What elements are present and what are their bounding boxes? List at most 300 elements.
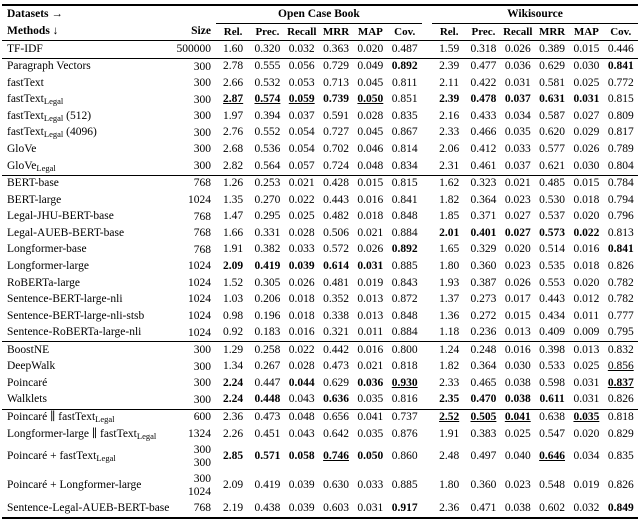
metric-value: 0.800 — [388, 342, 422, 359]
metric-value: 0.555 — [250, 58, 284, 75]
metric-value: 0.795 — [607, 326, 634, 339]
metric-value: 0.739 — [323, 93, 349, 106]
metric-value: 0.811 — [391, 76, 418, 89]
metric-value: 2.26 — [223, 427, 244, 440]
metric-value: 0.320 — [254, 42, 281, 55]
method-name: BERT-large — [7, 193, 62, 206]
metric-value: 0.054 — [288, 143, 315, 155]
table-row — [2, 500, 638, 518]
metric-value: 0.043 — [288, 427, 315, 440]
metric-value: 0.837 — [607, 376, 634, 389]
metric-value: 0.025 — [573, 360, 600, 373]
metric-value: 0.834 — [391, 159, 418, 172]
column-gap — [422, 392, 432, 409]
metric-value: 0.015 — [353, 175, 387, 192]
metric-value: 0.018 — [357, 210, 384, 223]
embedding-size: 300 — [193, 110, 211, 123]
column-gap — [422, 426, 432, 443]
metric-value: 0.025 — [573, 76, 600, 89]
metric-value: 0.598 — [539, 376, 566, 389]
metric-value: 0.364 — [470, 360, 497, 373]
table-row — [2, 125, 638, 142]
metric-value: 0.031 — [573, 93, 600, 106]
metric-value: 0.433 — [470, 109, 497, 122]
metric-value: 0.018 — [573, 259, 600, 272]
embedding-size: 1024 — [187, 309, 211, 322]
metric-value: 0.048 — [285, 409, 319, 426]
column-gap — [422, 471, 432, 500]
dataset-group-wikisource: Wikisource — [432, 5, 638, 24]
embedding-size: 300 — [193, 393, 211, 406]
column-gap — [422, 275, 432, 292]
metric-value: 0.591 — [323, 109, 349, 122]
metric-header-rel: Rel. — [432, 24, 466, 41]
table-row — [2, 175, 638, 192]
table-row — [2, 325, 638, 342]
metric-value: 0.443 — [323, 193, 349, 206]
metric-value: 0.352 — [323, 293, 349, 306]
metric-value: 1.37 — [439, 293, 460, 306]
method-name: Sentence-RoBERTa-large-nli — [7, 326, 142, 339]
table-row — [2, 142, 638, 159]
table-row — [2, 108, 638, 125]
metric-value: 0.036 — [357, 376, 384, 389]
table-row — [2, 275, 638, 292]
metric-value: 0.050 — [357, 450, 384, 463]
metric-value: 0.552 — [254, 126, 281, 139]
metric-value: 1.60 — [223, 42, 244, 55]
embedding-size: 300 — [172, 58, 216, 75]
metric-value: 0.053 — [288, 76, 315, 89]
metric-header-mrr: MRR — [319, 24, 353, 41]
metric-value: 0.553 — [539, 276, 566, 289]
method-subscript: Legal — [43, 112, 64, 123]
method-name: Poincaré — [7, 376, 48, 389]
column-gap — [422, 192, 432, 209]
metric-value: 2.76 — [223, 126, 244, 139]
metric-value: 0.039 — [288, 259, 315, 272]
method-name: Sentence-Legal-AUEB-BERT-base — [7, 501, 170, 514]
column-gap — [422, 58, 432, 75]
metric-value: 0.536 — [254, 143, 281, 155]
metric-value: 0.033 — [504, 143, 531, 155]
table-header — [2, 5, 638, 41]
column-gap — [422, 292, 432, 309]
metric-value: 1.52 — [223, 276, 244, 289]
metric-value: 0.363 — [323, 42, 349, 55]
metric-value: 0.872 — [391, 293, 418, 306]
metric-value: 0.482 — [323, 210, 349, 223]
metric-value: 0.206 — [254, 293, 281, 306]
embedding-size: 300 — [193, 377, 211, 390]
size-column-header: Size — [172, 24, 216, 41]
metric-value: 0.383 — [470, 427, 497, 440]
table-row — [2, 392, 638, 409]
metric-value: 1.59 — [439, 42, 460, 55]
column-gap — [422, 125, 432, 142]
metric-value: 0.022 — [288, 193, 315, 206]
metric-value: 0.885 — [391, 478, 418, 491]
table-row — [2, 58, 638, 75]
metric-value: 0.533 — [539, 360, 566, 373]
metric-value: 0.020 — [573, 427, 600, 440]
method-subscript: Legal — [96, 453, 116, 464]
table-row — [2, 359, 638, 376]
methods-label: Methods ↓ — [2, 24, 172, 41]
metric-header-cov: Cov. — [388, 24, 422, 41]
metric-value: 1.62 — [432, 175, 466, 192]
metric-value: 0.548 — [539, 478, 566, 491]
metric-value: 0.465 — [470, 376, 497, 389]
metric-value: 0.851 — [391, 93, 418, 106]
metric-value: 0.026 — [357, 243, 384, 256]
metric-value: 1.65 — [439, 243, 460, 256]
metric-value: 0.040 — [504, 450, 531, 463]
metric-value: 0.015 — [569, 175, 603, 192]
metric-value: 2.36 — [439, 501, 460, 514]
metric-value: 0.360 — [470, 259, 497, 272]
results-table — [2, 4, 638, 519]
metric-value: 0.270 — [254, 193, 281, 206]
metric-value: 0.461 — [470, 159, 497, 172]
metric-value: 0.030 — [569, 58, 603, 75]
metric-value: 0.835 — [607, 450, 634, 463]
metric-value: 0.027 — [504, 210, 531, 223]
metric-value: 0.045 — [357, 76, 384, 89]
metric-value: 0.466 — [470, 126, 497, 139]
metric-value: 0.487 — [391, 42, 418, 55]
metric-value: 0.034 — [504, 109, 531, 122]
metric-value: 0.011 — [357, 326, 384, 339]
metric-header-map: MAP — [569, 24, 603, 41]
metric-value: 0.389 — [539, 42, 566, 55]
metric-value: 0.702 — [323, 143, 349, 155]
embedding-size: 300 — [193, 143, 211, 156]
metric-value: 0.817 — [607, 126, 634, 139]
metric-value: 0.848 — [391, 210, 418, 223]
metric-value: 0.057 — [288, 159, 315, 172]
metric-value: 0.646 — [539, 450, 566, 463]
header-spacer — [422, 24, 432, 41]
metric-value: 0.530 — [539, 193, 566, 206]
metric-value: 0.049 — [353, 58, 387, 75]
metric-value: 2.19 — [223, 501, 244, 514]
table-row — [2, 471, 638, 500]
metric-value: 0.849 — [607, 501, 634, 514]
metric-value: 0.884 — [391, 326, 418, 339]
metric-value: 2.35 — [439, 393, 460, 406]
metric-value: 0.614 — [323, 259, 349, 272]
metric-value: 1.80 — [439, 478, 460, 491]
metric-value: 0.016 — [501, 342, 535, 359]
method-name: fastText$_{Legal}$ — [7, 93, 64, 107]
metric-value: 0.867 — [391, 126, 418, 139]
method-name: DeepWalk — [7, 360, 56, 373]
method-name: Walklets — [7, 393, 47, 406]
dataset-group-open-case-book: Open Case Book — [216, 5, 422, 24]
metric-value: 0.023 — [504, 478, 531, 491]
table-row — [2, 209, 638, 226]
metric-value: 2.33 — [439, 126, 460, 139]
metric-value: 0.037 — [504, 159, 531, 172]
metric-header-recall: Recall — [285, 24, 319, 41]
metric-value: 0.331 — [254, 226, 281, 239]
metric-value: 0.603 — [323, 501, 349, 514]
metric-value: 0.030 — [573, 159, 600, 172]
metric-value: 0.037 — [504, 93, 531, 106]
method-name: Poincaré + Longformer-large — [7, 478, 142, 491]
metric-value: 0.272 — [470, 309, 497, 322]
metric-value: 0.038 — [504, 376, 531, 389]
metric-value: 0.729 — [319, 58, 353, 75]
metric-value: 2.82 — [223, 159, 244, 172]
metric-value: 0.892 — [388, 58, 422, 75]
column-gap — [422, 242, 432, 259]
metric-value: 0.620 — [539, 126, 566, 139]
metric-value: 0.497 — [470, 450, 497, 463]
method-name: fastText$_{Legal}$ (512) — [7, 109, 92, 123]
metric-value: 0.031 — [573, 376, 600, 389]
metric-value: 0.026 — [288, 276, 315, 289]
metric-value: 0.630 — [323, 478, 349, 491]
header-spacer — [172, 5, 216, 24]
metric-value: 0.017 — [504, 293, 531, 306]
metric-value: 0.581 — [539, 76, 566, 89]
metric-value: 2.48 — [439, 450, 460, 463]
table-row — [2, 158, 638, 175]
embedding-size: 1024 — [187, 260, 211, 273]
metric-value: 0.056 — [285, 58, 319, 75]
column-gap — [422, 142, 432, 159]
column-gap — [422, 41, 432, 59]
metric-value: 0.784 — [604, 175, 638, 192]
column-gap — [422, 375, 432, 392]
embedding-size: 1024 — [187, 293, 211, 306]
column-gap — [422, 409, 432, 426]
metric-value: 0.930 — [391, 376, 418, 389]
embedding-size: 768 — [193, 243, 211, 256]
metric-value: 0.020 — [357, 42, 384, 55]
metric-header-mrr: MRR — [535, 24, 569, 41]
metric-value: 0.323 — [466, 175, 500, 192]
metric-value: 0.041 — [353, 409, 387, 426]
metric-value: 0.818 — [391, 360, 418, 373]
metric-value: 0.253 — [250, 175, 284, 192]
metric-value: 0.183 — [254, 326, 281, 339]
metric-value: 0.032 — [288, 42, 315, 55]
table-row — [2, 225, 638, 242]
metric-value: 0.046 — [357, 143, 384, 155]
method-name: Sentence-BERT-large-nli — [7, 293, 123, 306]
metric-value: 0.438 — [254, 501, 281, 514]
datasets-label: Datasets → — [7, 8, 63, 20]
metric-value: 0.574 — [254, 93, 281, 106]
metric-value: 0.041 — [501, 409, 535, 426]
metric-value: 0.602 — [539, 501, 566, 514]
metric-value: 0.371 — [470, 210, 497, 223]
table-row — [2, 342, 638, 359]
metric-value: 0.020 — [573, 210, 600, 223]
metric-value: 0.018 — [288, 309, 315, 322]
metric-value: 0.058 — [288, 450, 315, 463]
metric-header-recall: Recall — [501, 24, 535, 41]
metric-value: 0.611 — [539, 393, 565, 406]
column-gap — [422, 108, 432, 125]
metric-value: 0.394 — [254, 109, 281, 122]
embedding-size: 1324 — [187, 427, 211, 440]
metric-value: 0.815 — [607, 93, 634, 106]
method-subscript: Legal — [43, 129, 64, 140]
metric-value: 0.841 — [607, 243, 634, 256]
column-gap — [422, 175, 432, 192]
metric-value: 0.814 — [391, 143, 418, 155]
metric-value: 0.036 — [501, 58, 535, 75]
embedding-size: 300 — [193, 360, 211, 373]
method-subscript: Legal — [136, 430, 157, 441]
table-row — [2, 292, 638, 309]
metric-value: 0.054 — [288, 126, 315, 139]
metric-value: 0.033 — [288, 243, 315, 256]
metric-value: 0.035 — [569, 409, 603, 426]
metric-value: 1.93 — [439, 276, 460, 289]
metric-value: 0.789 — [607, 143, 634, 155]
metric-value: 0.382 — [254, 243, 281, 256]
method-name: GloVe$_{Legal}$ — [7, 159, 56, 173]
metric-value: 0.026 — [573, 143, 600, 155]
metric-value: 1.18 — [439, 326, 460, 339]
metric-value: 0.029 — [573, 126, 600, 139]
metric-value: 0.446 — [607, 42, 634, 55]
metric-value: 0.537 — [539, 210, 566, 223]
metric-value: 0.020 — [573, 276, 600, 289]
embedding-size: 300 — [193, 77, 211, 90]
metric-value: 0.841 — [391, 193, 418, 206]
metric-value: 2.11 — [439, 76, 459, 89]
column-gap — [422, 75, 432, 92]
column-gap — [422, 209, 432, 226]
metric-value: 0.885 — [391, 259, 418, 272]
metric-value: 0.746 — [323, 450, 349, 463]
column-gap — [422, 92, 432, 109]
metric-value: 0.796 — [607, 210, 634, 223]
metric-value: 2.36 — [216, 409, 250, 426]
metric-value: 0.631 — [539, 93, 566, 106]
metric-value: 0.813 — [607, 226, 634, 239]
column-gap — [422, 308, 432, 325]
metric-value: 0.727 — [323, 126, 349, 139]
method-name: Legal-JHU-BERT-base — [7, 210, 114, 223]
metric-value: 0.621 — [539, 159, 566, 172]
metric-value: 0.477 — [466, 58, 500, 75]
metric-value: 0.656 — [319, 409, 353, 426]
metric-value: 0.196 — [254, 309, 281, 322]
method-name: Longformer-large — [7, 259, 89, 272]
metric-value: 0.033 — [357, 478, 384, 491]
metric-value: 0.019 — [357, 276, 384, 289]
metric-value: 0.478 — [470, 93, 497, 106]
metric-value: 0.037 — [288, 109, 315, 122]
metric-value: 0.451 — [254, 427, 281, 440]
embedding-size: 300 1024 — [187, 472, 211, 498]
embedding-size: 768 — [172, 175, 216, 192]
metric-value: 0.428 — [319, 175, 353, 192]
metric-value: 0.013 — [357, 309, 384, 322]
metric-value: 0.471 — [470, 501, 497, 514]
metric-value: 0.022 — [573, 226, 600, 239]
metric-value: 2.78 — [216, 58, 250, 75]
table-row — [2, 426, 638, 443]
metric-value: 0.039 — [288, 501, 315, 514]
metric-value: 0.387 — [470, 276, 497, 289]
metric-value: 0.013 — [504, 326, 531, 339]
metric-value: 1.82 — [439, 360, 460, 373]
metric-value: 0.059 — [288, 93, 315, 106]
metric-value: 0.035 — [357, 393, 384, 406]
metric-value: 0.577 — [539, 143, 566, 155]
header-spacer — [422, 5, 432, 24]
metric-value: 0.013 — [357, 293, 384, 306]
metric-value: 0.638 — [535, 409, 569, 426]
metric-value: 0.035 — [357, 427, 384, 440]
metric-value: 0.713 — [323, 76, 349, 89]
metric-value: 0.782 — [607, 293, 634, 306]
metric-value: 0.031 — [357, 259, 384, 272]
metric-value: 0.045 — [357, 126, 384, 139]
method-name: RoBERTa-large — [7, 276, 81, 289]
metric-value: 2.31 — [439, 159, 460, 172]
header-row-metrics — [2, 24, 638, 41]
metric-value: 0.031 — [573, 393, 600, 406]
metric-value: 0.012 — [573, 293, 600, 306]
metric-value: 0.422 — [470, 76, 497, 89]
metric-value: 0.506 — [323, 226, 349, 239]
metric-value: 2.39 — [439, 93, 460, 106]
metric-value: 1.34 — [223, 360, 244, 373]
metric-value: 0.777 — [607, 309, 634, 322]
metric-value: 0.016 — [288, 326, 315, 339]
metric-value: 0.724 — [323, 159, 349, 172]
metric-value: 2.66 — [223, 76, 244, 89]
metric-value: 0.636 — [323, 393, 349, 406]
metric-value: 0.804 — [607, 159, 634, 172]
metric-value: 0.809 — [607, 109, 634, 122]
column-gap — [422, 359, 432, 376]
embedding-size: 300 — [193, 126, 211, 139]
metric-value: 0.038 — [504, 501, 531, 514]
metric-value: 0.035 — [504, 126, 531, 139]
table-row — [2, 308, 638, 325]
metric-value: 1.35 — [223, 193, 244, 206]
embedding-size: 1024 — [187, 326, 211, 339]
metric-value: 0.050 — [357, 93, 384, 106]
embedding-size: 500000 — [176, 42, 211, 55]
metric-value: 0.573 — [539, 226, 566, 239]
column-gap — [422, 258, 432, 275]
metric-value: 0.015 — [573, 42, 600, 55]
table-row — [2, 375, 638, 392]
column-gap — [422, 225, 432, 242]
metric-value: 0.409 — [539, 326, 566, 339]
metric-value: 0.258 — [250, 342, 284, 359]
metric-value: 0.535 — [539, 259, 566, 272]
embedding-size: 1024 — [187, 276, 211, 289]
metric-value: 0.025 — [288, 210, 315, 223]
metric-value: 0.016 — [357, 193, 384, 206]
metric-value: 0.848 — [391, 309, 418, 322]
method-subscript: Legal — [36, 162, 56, 173]
metric-value: 1.97 — [223, 109, 244, 122]
table-row — [2, 409, 638, 426]
